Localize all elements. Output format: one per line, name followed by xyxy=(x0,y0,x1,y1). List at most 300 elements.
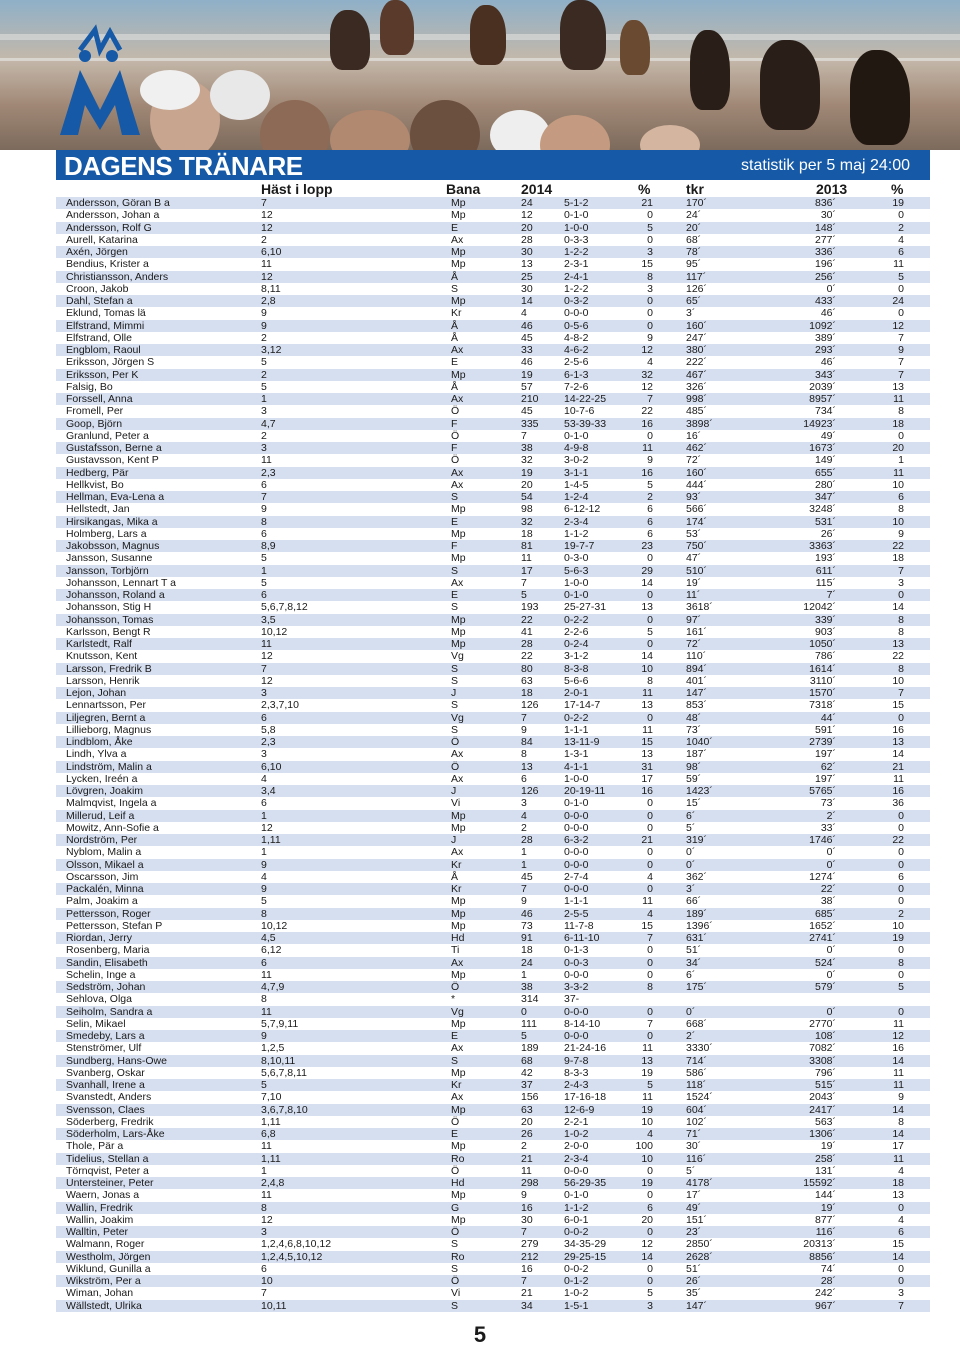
table-row xyxy=(56,1153,930,1165)
table-row xyxy=(56,491,930,503)
earnings-tkr: 71´ xyxy=(686,1128,702,1140)
win-pct-2013: 11 xyxy=(893,258,904,271)
track: E xyxy=(451,221,459,234)
starts-2014: 279 xyxy=(521,1238,539,1251)
results-2014: 0-1-2 xyxy=(564,1275,589,1287)
results-2014: 4-9-8 xyxy=(564,442,589,454)
starts-2014: 38 xyxy=(521,981,533,993)
earnings-tkr: 73´ xyxy=(686,723,702,736)
starts-2014: 9 xyxy=(521,723,527,736)
starts-2014: 0 xyxy=(521,1005,527,1018)
track: Mp xyxy=(451,895,466,908)
earnings-tkr: 3898´ xyxy=(686,417,713,430)
horse-numbers: 5 xyxy=(261,380,267,393)
starts-2014: 4 xyxy=(521,307,527,320)
win-pct-2014: 0 xyxy=(647,711,653,724)
starts-2014: 54 xyxy=(521,491,533,503)
col-hast: Häst i lopp xyxy=(261,181,333,197)
win-pct-2013: 0 xyxy=(898,883,904,895)
table-row xyxy=(56,1165,930,1177)
earnings-tkr: 362´ xyxy=(686,870,708,883)
earnings-2013: 796´ xyxy=(814,1066,836,1079)
win-pct-2013: 7 xyxy=(898,564,904,577)
track: Ax xyxy=(451,772,464,785)
win-pct-2014: 15 xyxy=(641,919,653,932)
horse-numbers: 3,4 xyxy=(261,785,276,797)
earnings-2013: 197´ xyxy=(814,748,836,761)
horse-numbers: 8 xyxy=(261,1201,267,1214)
earnings-2013: 131´ xyxy=(814,1164,836,1177)
starts-2014: 7 xyxy=(521,576,527,589)
table-row xyxy=(56,589,930,601)
starts-2014: 28 xyxy=(521,233,533,246)
earnings-2013: 15592´ xyxy=(803,1177,836,1189)
table-row xyxy=(56,663,930,675)
win-pct-2013: 11 xyxy=(893,466,904,479)
win-pct-2014: 11 xyxy=(642,442,653,454)
track: J xyxy=(451,687,457,699)
results-2014: 5-6-3 xyxy=(564,564,589,577)
win-pct-2014: 19 xyxy=(641,1177,653,1189)
win-pct-2013: 16 xyxy=(892,723,904,736)
starts-2014: 9 xyxy=(521,895,527,908)
starts-2014: 7 xyxy=(521,883,527,895)
win-pct-2013: 7 xyxy=(898,687,904,699)
trainer-name: Thole, Pär a xyxy=(66,1140,124,1153)
table-row xyxy=(56,1214,930,1226)
earnings-2013: 524´ xyxy=(814,956,836,969)
starts-2014: 18 xyxy=(521,687,533,699)
earnings-tkr: 95´ xyxy=(686,258,702,271)
track: Mp xyxy=(451,638,466,650)
results-2014: 1-0-0 xyxy=(564,221,589,234)
horse-numbers: 2 xyxy=(261,429,267,442)
win-pct-2014: 29 xyxy=(641,564,653,577)
table-row xyxy=(56,944,930,956)
earnings-tkr: 49´ xyxy=(686,1201,702,1214)
win-pct-2013: 14 xyxy=(892,1250,904,1263)
results-2014: 2-7-4 xyxy=(564,870,589,883)
starts-2014: 24 xyxy=(521,197,533,209)
results-2014: 0-1-3 xyxy=(564,944,589,957)
horse-numbers: 11 xyxy=(261,454,272,467)
results-2014: 1-0-0 xyxy=(564,772,589,785)
earnings-tkr: 48´ xyxy=(686,711,702,724)
track: Ö xyxy=(451,454,460,467)
track: Ti xyxy=(451,944,460,957)
table-row xyxy=(56,1275,930,1287)
logo-icon xyxy=(50,20,150,140)
horse-numbers: 6 xyxy=(261,527,267,540)
trainer-name: Andersson, Göran B a xyxy=(66,197,170,209)
horse-numbers: 12 xyxy=(261,650,273,663)
track: Ax xyxy=(451,576,464,589)
win-pct-2013: 8 xyxy=(898,1115,904,1128)
earnings-tkr: 189´ xyxy=(686,907,708,920)
earnings-2013: 339´ xyxy=(814,613,836,626)
trainer-name: Hellstedt, Jan xyxy=(66,503,130,516)
trainer-name: Hirsikangas, Mika a xyxy=(66,515,158,528)
earnings-2013: 115´ xyxy=(815,576,836,589)
track: Vg xyxy=(451,711,464,724)
results-2014: 8-3-3 xyxy=(564,1066,589,1079)
win-pct-2013: 2 xyxy=(898,221,904,234)
table-row xyxy=(56,1042,930,1054)
track: Å xyxy=(451,870,459,883)
trainer-table xyxy=(56,197,930,1312)
track: S xyxy=(451,282,459,295)
table-row xyxy=(56,271,930,283)
win-pct-2013: 8 xyxy=(898,405,904,418)
win-pct-2014: 14 xyxy=(641,1250,653,1263)
earnings-2013: 877´ xyxy=(814,1213,836,1226)
results-2014: 3-1-1 xyxy=(564,466,589,479)
horse-numbers: 1 xyxy=(261,1164,267,1177)
starts-2014: 189 xyxy=(521,1042,539,1055)
results-2014: 1-2-2 xyxy=(564,282,589,295)
starts-2014: 46 xyxy=(521,356,533,369)
track: Mp xyxy=(451,809,466,822)
results-2014: 19-7-7 xyxy=(564,540,595,552)
table-row xyxy=(56,454,930,466)
horse-numbers: 6 xyxy=(261,478,267,491)
win-pct-2014: 5 xyxy=(647,625,653,638)
horse-numbers: 11 xyxy=(261,968,272,981)
trainer-name: Wällstedt, Ulrika xyxy=(66,1299,142,1312)
trainer-name: Packalén, Minna xyxy=(66,883,144,895)
results-2014: 2-0-1 xyxy=(564,687,589,699)
win-pct-2014: 0 xyxy=(647,1262,653,1275)
track: S xyxy=(451,674,459,687)
results-2014: 0-0-0 xyxy=(564,821,589,834)
earnings-tkr: 118´ xyxy=(686,1079,707,1091)
trainer-name: Johansson, Roland a xyxy=(66,589,165,601)
win-pct-2013: 7 xyxy=(898,331,904,344)
earnings-2013: 655´ xyxy=(814,466,836,479)
results-2014: 0-0-2 xyxy=(564,1226,589,1238)
table-row xyxy=(56,957,930,969)
starts-2014: 8 xyxy=(521,748,527,761)
horse-numbers: 12 xyxy=(261,221,273,234)
trainer-name: Croon, Jakob xyxy=(66,282,129,295)
table-row xyxy=(56,307,930,319)
win-pct-2013: 3 xyxy=(898,1287,904,1300)
track: Ö xyxy=(451,736,460,748)
win-pct-2014: 6 xyxy=(647,527,653,540)
horse-numbers: 2,4,8 xyxy=(261,1177,285,1189)
win-pct-2013: 2 xyxy=(898,907,904,920)
win-pct-2014: 9 xyxy=(647,454,653,467)
earnings-tkr: 485´ xyxy=(686,405,708,418)
starts-2014: 30 xyxy=(521,246,533,258)
results-2014: 1-4-5 xyxy=(564,478,589,491)
earnings-tkr: 51´ xyxy=(686,944,702,957)
trainer-name: Söderberg, Fredrik xyxy=(66,1115,154,1128)
starts-2014: 18 xyxy=(521,527,533,540)
horse-numbers: 4,7 xyxy=(261,417,276,430)
table-row xyxy=(56,810,930,822)
earnings-tkr: 161´ xyxy=(686,625,708,638)
trainer-name: Liljegren, Bernt a xyxy=(66,711,146,724)
horse-numbers: 2,3 xyxy=(261,466,276,479)
earnings-2013: 903´ xyxy=(814,625,836,638)
win-pct-2013: 0 xyxy=(898,282,904,295)
results-2014: 25-27-31 xyxy=(564,601,607,614)
earnings-2013: 19´ xyxy=(820,1201,836,1214)
track: S xyxy=(451,491,459,503)
table-row xyxy=(56,1189,930,1201)
earnings-2013: 3110´ xyxy=(809,674,836,687)
horse-numbers: 3,5 xyxy=(261,613,276,626)
track: F xyxy=(451,540,458,552)
starts-2014: 24 xyxy=(521,956,533,969)
results-2014: 6-11-10 xyxy=(564,932,600,944)
track: G xyxy=(451,1201,460,1214)
win-pct-2014: 0 xyxy=(647,944,653,957)
horse-numbers: 12 xyxy=(261,1213,273,1226)
trainer-name: Sundberg, Hans-Owe xyxy=(66,1054,167,1067)
win-pct-2013: 4 xyxy=(898,233,904,246)
win-pct-2014: 0 xyxy=(647,295,653,307)
results-2014: 1-1-1 xyxy=(564,723,589,736)
track: Ö xyxy=(451,1115,460,1128)
win-pct-2014: 5 xyxy=(647,1079,653,1091)
earnings-2013: 3248´ xyxy=(809,503,836,516)
earnings-2013: 258´ xyxy=(814,1152,836,1165)
earnings-2013: 0´ xyxy=(826,858,836,871)
trainer-name: Walltin, Peter xyxy=(66,1226,129,1238)
trainer-name: Larsson, Fredrik B xyxy=(66,662,152,675)
track: Hd xyxy=(451,1177,465,1189)
earnings-2013: 12042´ xyxy=(803,601,836,614)
col-2013: 2013 xyxy=(816,181,848,197)
earnings-2013: 19´ xyxy=(820,1140,836,1153)
starts-2014: 30 xyxy=(521,282,533,295)
track: Mp xyxy=(451,1017,466,1030)
earnings-tkr: 35´ xyxy=(686,1287,702,1300)
earnings-tkr: 93´ xyxy=(686,491,702,503)
win-pct-2013: 0 xyxy=(898,809,904,822)
earnings-2013: 336´ xyxy=(814,246,836,258)
horse-numbers: 3 xyxy=(261,748,267,761)
table-row xyxy=(56,1140,930,1152)
earnings-2013: 1652´ xyxy=(809,919,836,932)
earnings-tkr: 117´ xyxy=(686,270,707,283)
earnings-2013: 22´ xyxy=(820,883,836,895)
horse-numbers: 6 xyxy=(261,1262,267,1275)
results-2014: 3-1-2 xyxy=(564,650,589,663)
earnings-tkr: 750´ xyxy=(686,540,708,552)
starts-2014: 212 xyxy=(521,1250,539,1263)
trainer-name: Nyblom, Malin a xyxy=(66,846,142,859)
results-2014: 14-22-25 xyxy=(564,393,607,405)
results-2014: 1-2-2 xyxy=(564,246,589,258)
horse-numbers: 1 xyxy=(261,564,267,577)
track: J xyxy=(451,785,457,797)
track: Ax xyxy=(451,1042,464,1055)
earnings-tkr: 247´ xyxy=(686,331,708,344)
win-pct-2013: 15 xyxy=(892,1238,904,1251)
table-row xyxy=(56,1287,930,1299)
trainer-name: Lindh, Ylva a xyxy=(66,748,127,761)
results-2014: 2-3-4 xyxy=(564,515,589,528)
results-2014: 2-5-5 xyxy=(564,907,589,920)
trainer-name: Eklund, Tomas lä xyxy=(66,307,146,320)
earnings-2013: 1746´ xyxy=(809,834,836,846)
trainer-name: Sehlova, Olga xyxy=(66,993,132,1006)
table-row xyxy=(56,405,930,417)
track: S xyxy=(451,1299,459,1312)
win-pct-2014: 22 xyxy=(641,405,653,418)
results-2014: 0-5-6 xyxy=(564,319,589,332)
results-2014: 34-35-29 xyxy=(564,1238,607,1251)
horse-numbers: 1,2,5 xyxy=(261,1042,285,1055)
track: S xyxy=(451,662,459,675)
win-pct-2013: 0 xyxy=(898,429,904,442)
table-row xyxy=(56,1177,930,1189)
win-pct-2013: 18 xyxy=(892,552,904,565)
earnings-tkr: 444´ xyxy=(686,478,708,491)
horse-numbers: 3 xyxy=(261,1226,267,1238)
track: E xyxy=(451,356,459,369)
win-pct-2013: 12 xyxy=(892,319,904,332)
results-2014: 9-7-8 xyxy=(564,1054,589,1067)
trainer-name: Olsson, Mikael a xyxy=(66,858,144,871)
results-2014: 0-0-0 xyxy=(564,858,589,871)
trainer-name: Millerud, Leif a xyxy=(66,809,135,822)
trainer-name: Karlsson, Bengt R xyxy=(66,625,151,638)
earnings-2013: 38´ xyxy=(820,895,836,908)
table-row xyxy=(56,883,930,895)
win-pct-2013: 14 xyxy=(892,1128,904,1140)
results-2014: 2-5-6 xyxy=(564,356,589,369)
win-pct-2013: 10 xyxy=(892,919,904,932)
horse-numbers: 12 xyxy=(261,209,273,222)
trainer-name: Wiklund, Gunilla a xyxy=(66,1262,151,1275)
starts-2014: 22 xyxy=(521,613,533,626)
earnings-2013: 26´ xyxy=(820,527,836,540)
win-pct-2014: 3 xyxy=(647,1299,653,1312)
trainer-name: Seiholm, Sandra a xyxy=(66,1005,153,1018)
trainer-name: Svanberg, Oskar xyxy=(66,1066,145,1079)
win-pct-2014: 15 xyxy=(641,258,653,271)
earnings-tkr: 6´ xyxy=(686,968,696,981)
starts-2014: 210 xyxy=(521,393,539,405)
earnings-2013: 46´ xyxy=(820,307,836,320)
earnings-tkr: 72´ xyxy=(686,454,702,467)
results-2014: 0-0-0 xyxy=(564,846,589,859)
earnings-tkr: 174´ xyxy=(686,515,708,528)
earnings-tkr: 6´ xyxy=(686,809,696,822)
table-row xyxy=(56,418,930,430)
results-2014: 0-0-0 xyxy=(564,307,589,320)
page-title: DAGENS TRÄNARE xyxy=(64,151,303,181)
track: Ax xyxy=(451,233,464,246)
trainer-name: Wikström, Per a xyxy=(66,1275,141,1287)
horse-numbers: 5 xyxy=(261,1079,267,1091)
win-pct-2013: 1 xyxy=(898,454,904,467)
trainer-name: Lillieborg, Magnus xyxy=(66,723,152,736)
win-pct-2013: 11 xyxy=(893,1079,904,1091)
results-2014: 1-0-2 xyxy=(564,1287,589,1300)
horse-numbers: 4 xyxy=(261,870,267,883)
win-pct-2014: 4 xyxy=(647,870,653,883)
track: Kr xyxy=(451,1079,462,1091)
trainer-name: Tidelius, Stellan a xyxy=(66,1152,149,1165)
results-2014: 0-0-0 xyxy=(564,1005,589,1018)
starts-2014: 111 xyxy=(521,1017,537,1030)
track: Ro xyxy=(451,1152,465,1165)
results-2014: 2-4-1 xyxy=(564,270,589,283)
earnings-tkr: 2´ xyxy=(686,1030,696,1042)
table-row xyxy=(56,552,930,564)
trainer-name: Engblom, Raoul xyxy=(66,344,141,356)
results-2014: 1-2-4 xyxy=(564,491,589,503)
earnings-tkr: 97´ xyxy=(686,613,702,626)
table-row xyxy=(56,1079,930,1091)
earnings-2013: 46´ xyxy=(820,356,836,369)
results-2014: 0-3-0 xyxy=(564,552,589,565)
win-pct-2014: 8 xyxy=(647,270,653,283)
results-2014: 10-7-6 xyxy=(564,405,595,418)
table-row xyxy=(56,785,930,797)
win-pct-2014: 11 xyxy=(642,895,653,908)
trainer-name: Söderholm, Lars-Åke xyxy=(66,1128,165,1140)
earnings-tkr: 4178´ xyxy=(686,1177,713,1189)
track: Mp xyxy=(451,625,466,638)
table-row xyxy=(56,197,930,209)
earnings-tkr: 401´ xyxy=(686,674,708,687)
results-2014: 1-3-1 xyxy=(564,748,589,761)
horse-numbers: 11 xyxy=(261,638,272,650)
earnings-2013: 116´ xyxy=(815,1226,836,1238)
win-pct-2013: 13 xyxy=(892,638,904,650)
table-row xyxy=(56,1116,930,1128)
win-pct-2014: 2 xyxy=(647,491,653,503)
earnings-2013: 62´ xyxy=(820,760,836,773)
results-2014: 0-3-3 xyxy=(564,233,589,246)
starts-2014: 22 xyxy=(521,650,533,663)
earnings-tkr: 0´ xyxy=(686,1005,696,1018)
earnings-2013: 14923´ xyxy=(803,417,836,430)
earnings-tkr: 147´ xyxy=(686,687,708,699)
horse-numbers: 2,8 xyxy=(261,295,276,307)
win-pct-2013: 0 xyxy=(898,1262,904,1275)
earnings-2013: 2´ xyxy=(826,809,836,822)
results-2014: 11-7-8 xyxy=(564,919,594,932)
earnings-2013: 3308´ xyxy=(809,1054,836,1067)
table-row xyxy=(56,699,930,711)
win-pct-2013: 0 xyxy=(898,1005,904,1018)
win-pct-2014: 12 xyxy=(641,380,653,393)
title-band xyxy=(56,150,930,180)
horse-numbers: 8 xyxy=(261,993,267,1006)
win-pct-2014: 11 xyxy=(642,1042,653,1055)
earnings-2013: 3363´ xyxy=(809,540,836,552)
win-pct-2014: 6 xyxy=(647,1201,653,1214)
trainer-name: Pettersson, Roger xyxy=(66,907,151,920)
win-pct-2014: 0 xyxy=(647,1164,653,1177)
col-pct13: % xyxy=(891,181,904,197)
track: * xyxy=(451,993,456,1006)
earnings-tkr: 1524´ xyxy=(686,1091,713,1104)
earnings-2013: 1673´ xyxy=(809,442,836,454)
table-row xyxy=(56,356,930,368)
table-row xyxy=(56,577,930,589)
win-pct-2013: 5 xyxy=(898,270,904,283)
table-row xyxy=(56,712,930,724)
earnings-2013: 0´ xyxy=(826,968,836,981)
